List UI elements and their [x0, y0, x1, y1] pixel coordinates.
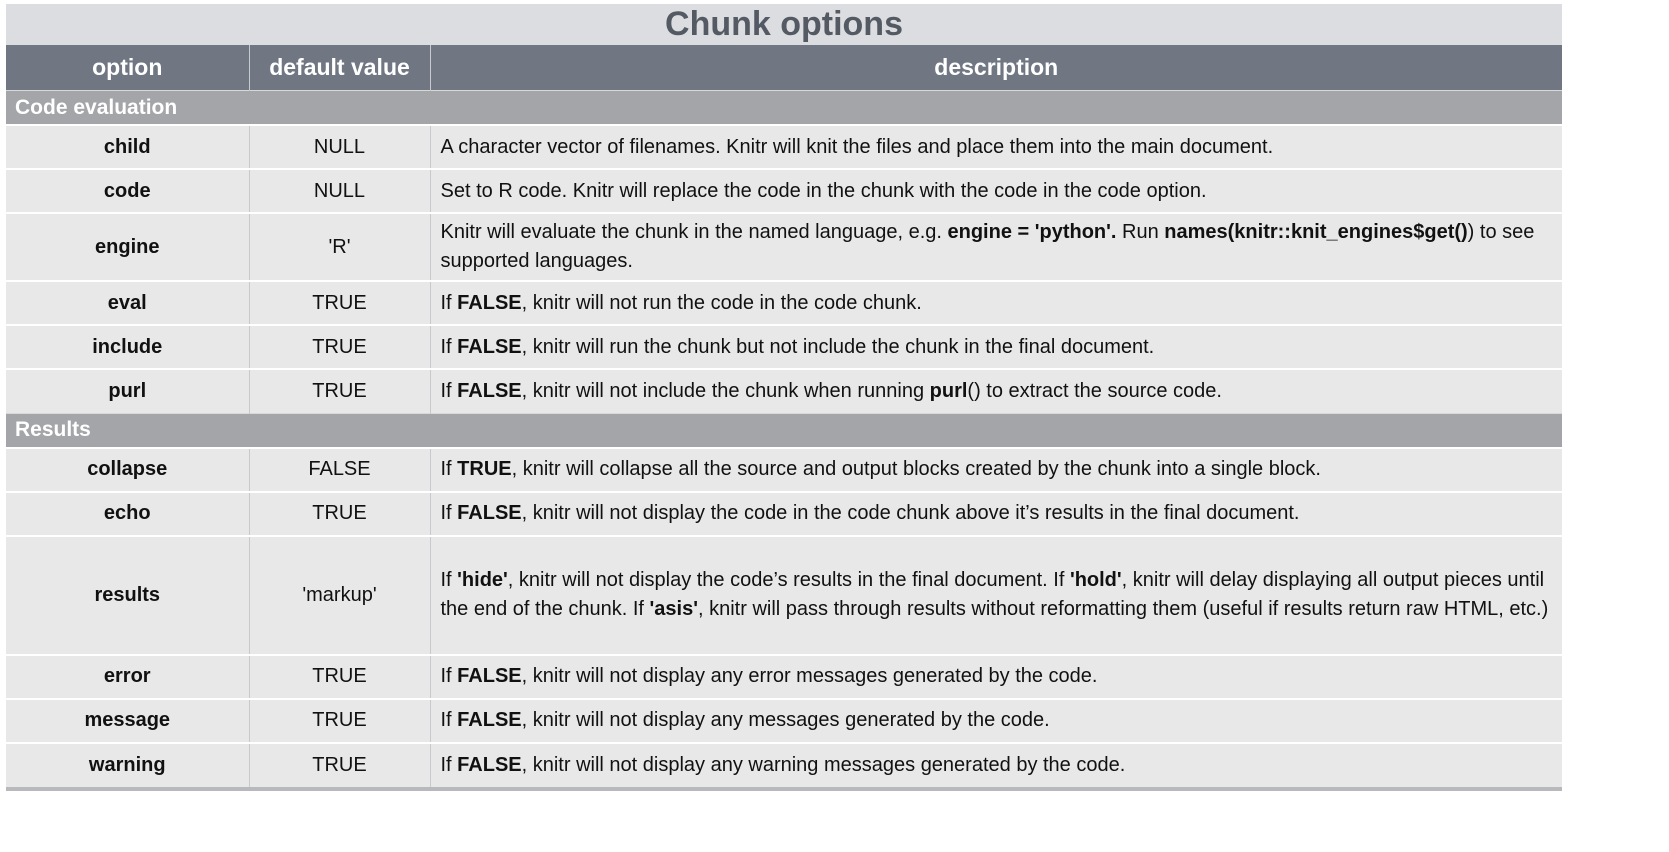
description-text: Knitr will evaluate the chunk in the named language, e.g.: [440, 221, 948, 243]
description-code: TRUE: [457, 458, 512, 480]
table-row: [6, 369, 1562, 413]
option-name: code: [6, 169, 249, 213]
description-text: If: [440, 458, 458, 480]
table-body: [6, 91, 1562, 787]
description-text: , knitr will not run the code in the code chunk.: [521, 291, 922, 314]
default-value: 'R': [249, 213, 430, 281]
description-text: If: [440, 665, 458, 687]
section-row: [6, 91, 1562, 126]
section-label: Results: [6, 413, 1562, 448]
description-text: If: [440, 291, 458, 314]
description-text: A character vector of filenames. Knitr will knit the files and place them into the main document.: [440, 135, 1274, 158]
description-text: () to extract the source code.: [967, 379, 1222, 402]
table-row: [6, 492, 1562, 536]
description-code: names(knitr::knit_engines$get(): [1164, 221, 1468, 243]
header-default-value: default value: [249, 45, 430, 91]
table-row: [6, 325, 1562, 369]
default-value: TRUE: [249, 281, 430, 325]
option-name: purl: [6, 369, 249, 413]
description-text: , knitr will not display any warning messages generated by the code.: [521, 753, 1126, 776]
description-code: 'hold': [1069, 569, 1122, 591]
description-text: , knitr will not display any messages generated by the code.: [521, 709, 1050, 731]
option-name: child: [6, 125, 249, 169]
table-row: [6, 536, 1562, 655]
option-description: [430, 448, 1562, 492]
option-description: [430, 655, 1562, 699]
bottom-rule: [6, 787, 1562, 791]
description-code: FALSE: [457, 753, 522, 776]
option-description: [430, 536, 1562, 655]
option-description: [430, 213, 1562, 281]
option-name: include: [6, 325, 249, 369]
option-description: [430, 369, 1562, 413]
section-label: Code evaluation: [6, 91, 1562, 126]
description-code: 'asis': [649, 598, 698, 620]
option-name: echo: [6, 492, 249, 536]
chunk-options-table: [6, 45, 1562, 787]
table-row: [6, 125, 1562, 169]
description-text: , knitr will not display any error messages generated by the code.: [521, 665, 1098, 687]
default-value: TRUE: [249, 743, 430, 787]
description-text: , knitr will pass through results without reformatting them (useful if results return raw HTML, etc.): [697, 598, 1549, 620]
table-row: [6, 213, 1562, 281]
option-description: [430, 281, 1562, 325]
description-text: , knitr will not display the code in the code chunk above it’s results in the final document.: [521, 502, 1300, 524]
option-description: [430, 325, 1562, 369]
chunk-options-sheet: [6, 4, 1562, 791]
description-code: FALSE: [457, 502, 522, 524]
description-text: Run: [1116, 221, 1165, 243]
option-description: [430, 125, 1562, 169]
option-name: error: [6, 655, 249, 699]
default-value: FALSE: [249, 448, 430, 492]
description-code: FALSE: [457, 665, 522, 687]
option-name: warning: [6, 743, 249, 787]
description-code: 'hide': [457, 569, 508, 591]
option-description: [430, 492, 1562, 536]
description-text: ) to see supported languages.: [440, 221, 1535, 272]
default-value: TRUE: [249, 699, 430, 743]
default-value: NULL: [249, 125, 430, 169]
description-text: , knitr will collapse all the source and output blocks created by the chunk into a single block.: [511, 458, 1321, 480]
description-text: , knitr will delay displaying all output pieces until the end of the chunk. If: [440, 569, 1545, 620]
description-text: If: [440, 502, 458, 524]
option-description: [430, 743, 1562, 787]
description-code: purl: [929, 379, 968, 402]
option-name: engine: [6, 213, 249, 281]
description-code: FALSE: [457, 291, 522, 314]
default-value: TRUE: [249, 369, 430, 413]
table-row: [6, 448, 1562, 492]
table-row: [6, 699, 1562, 743]
description-text: , knitr will not display the code’s results in the final document. If: [507, 569, 1070, 591]
option-description: [430, 169, 1562, 213]
option-name: message: [6, 699, 249, 743]
default-value: TRUE: [249, 492, 430, 536]
description-text: , knitr will not include the chunk when running: [521, 379, 930, 402]
description-text: If: [440, 569, 458, 591]
header-option: option: [6, 45, 249, 91]
description-text: If: [440, 379, 458, 402]
description-text: If: [440, 753, 458, 776]
table-row: [6, 743, 1562, 787]
table-row: [6, 655, 1562, 699]
description-code: engine = 'python'.: [947, 221, 1117, 243]
description-text: If: [440, 335, 458, 358]
default-value: NULL: [249, 169, 430, 213]
description-code: FALSE: [457, 379, 522, 402]
table-row: [6, 169, 1562, 213]
section-row: [6, 413, 1562, 448]
page-title: Chunk options: [6, 4, 1562, 45]
option-name: collapse: [6, 448, 249, 492]
header-description: description: [430, 45, 1562, 91]
option-name: results: [6, 536, 249, 655]
description-text: , knitr will run the chunk but not include the chunk in the final document.: [521, 335, 1155, 358]
table-header-row: [6, 45, 1562, 91]
option-description: [430, 699, 1562, 743]
description-code: FALSE: [457, 709, 522, 731]
description-text: Set to R code. Knitr will replace the code in the chunk with the code in the code option.: [440, 179, 1207, 202]
option-name: eval: [6, 281, 249, 325]
default-value: TRUE: [249, 325, 430, 369]
description-code: FALSE: [457, 335, 522, 358]
table-row: [6, 281, 1562, 325]
default-value: 'markup': [249, 536, 430, 655]
description-text: If: [440, 709, 458, 731]
default-value: TRUE: [249, 655, 430, 699]
